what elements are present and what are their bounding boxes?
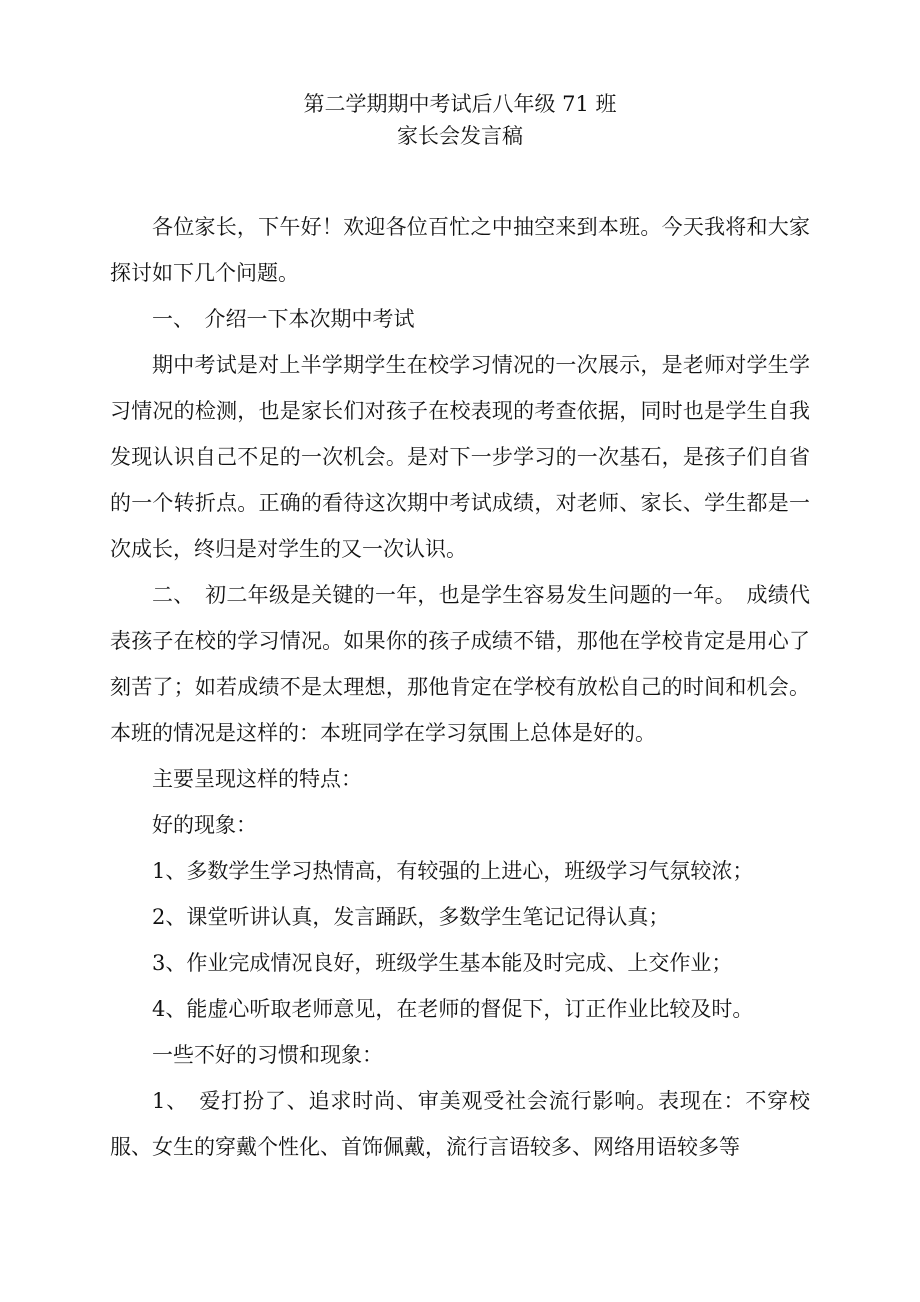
paragraph-good-heading: 好的现象： xyxy=(152,813,257,837)
list-item-bad-1: 1、 爱打扮了、追求时尚、审美观受社会流行影响。表现在：不穿校服、女生的穿戴个性化、首饰佩戴，流行言语较多、网络用语较多等 xyxy=(110,1089,810,1159)
section-heading-1: 一、 介绍一下本次期中考试 xyxy=(152,307,415,331)
list-item-good-2: 2、课堂听讲认真，发言踊跃，多数学生笔记记得认真； xyxy=(152,905,670,929)
list-item-good-1: 1、多数学生学习热情高，有较强的上进心，班级学习气氛较浓； xyxy=(152,859,754,883)
paragraph-greeting: 各位家长，下午好！欢迎各位百忙之中抽空来到本班。今天我将和大家探讨如下几个问题。 xyxy=(110,215,810,285)
title-line-1: 第二学期期中考试后八年级 71 班 xyxy=(303,92,617,116)
paragraph-exam-intro: 期中考试是对上半学期学生在校学习情况的一次展示，是老师对学生学习情况的检测，也是家长们对孩子在校表现的考查依据，同时也是学生自我发现认识自己不足的一次机会。是对下一步学习的一次基石，是孩子们自省的一个转折点。正确的看待这次期中考试成绩，对老师、家长、学生都是一次成长，终归是对学生的又一次认识。 xyxy=(110,353,810,561)
title-block xyxy=(0,88,920,152)
document-body xyxy=(110,204,810,1170)
paragraph-bad-heading: 一些不好的习惯和现象： xyxy=(152,1043,383,1067)
list-item-good-4: 4、能虚心听取老师意见，在老师的督促下，订正作业比较及时。 xyxy=(152,997,754,1021)
section-heading-2: 二、 初二年级是关键的一年，也是学生容易发生问题的一年。 成绩代表孩子在校的学习情况。如果你的孩子成绩不错，那他在学校肯定是用心了刻苦了；如若成绩不是太理想，那他肯定在学校有放松自己的时间和机会。本班的情况是这样的：本班同学在学习氛围上总体是好的。 xyxy=(110,583,810,745)
list-item-good-3: 3、作业完成情况良好，班级学生基本能及时完成、上交作业； xyxy=(152,951,733,975)
title-line-2: 家长会发言稿 xyxy=(397,124,523,148)
paragraph-features: 主要呈现这样的特点： xyxy=(152,767,362,791)
